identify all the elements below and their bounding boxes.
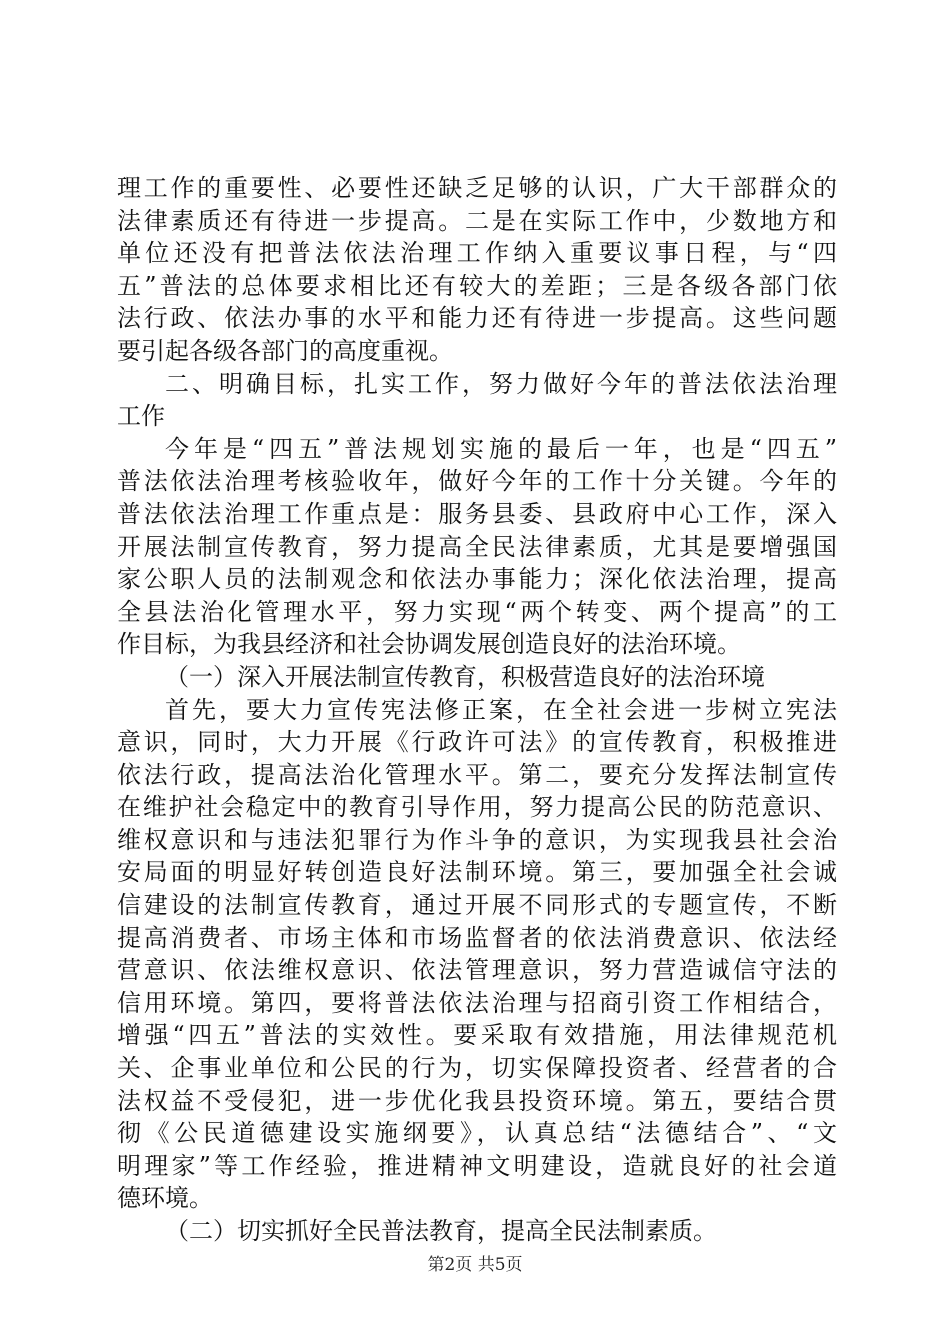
paragraph (117, 694, 837, 1216)
document-body (117, 172, 837, 1248)
text-line: 安局面的明显好转创造良好法制环境。第三，要加强全社会诚 (117, 858, 837, 887)
text-line: 依法行政，提高法治化管理水平。第二，要充分发挥法制宣传 (117, 760, 837, 789)
text-line: 普法依法治理考核验收年，做好今年的工作十分关键。今年的 (117, 467, 837, 496)
text-line: 开展法制宣传教育，努力提高全民法律素质，尤其是要增强国 (117, 532, 837, 561)
section-heading (117, 368, 837, 433)
text-line: 增强“四五”普法的实效性。要采取有效措施，用法律规范机 (117, 1021, 837, 1050)
text-line: （二）切实抓好全民普法教育，提高全民法制素质。 (165, 1217, 717, 1245)
text-line: 维权意识和与违法犯罪行为作斗争的意识，为实现我县社会治 (117, 825, 837, 854)
text-line: 法权益不受侵犯，进一步优化我县投资环境。第五，要结合贯 (117, 1086, 837, 1115)
text-line: 法律素质还有待进一步提高。二是在实际工作中，少数地方和 (117, 206, 837, 235)
paragraph (117, 433, 837, 661)
text-line: 作目标，为我县经济和社会协调发展创造良好的法治环境。 (117, 630, 741, 659)
text-line: 二、明确目标，扎实工作，努力做好今年的普法依法治理 (165, 369, 837, 398)
text-line: 营意识、依法维权意识、依法管理意识，努力营造诚信守法的 (117, 956, 837, 985)
text-line: 提高消费者、市场主体和市场监督者的依法消费意识、依法经 (117, 923, 837, 952)
text-line: 关、企事业单位和公民的行为，切实保障投资者、经营者的合 (117, 1054, 837, 1083)
subsection-heading (117, 1215, 837, 1248)
paragraph (117, 172, 837, 368)
text-line: 信用环境。第四，要将普法依法治理与招商引资工作相结合， (117, 988, 837, 1017)
text-line: 家公职人员的法制观念和依法办事能力；深化依法治理，提高 (117, 565, 837, 594)
text-line: 五”普法的总体要求相比还有较大的差距；三是各级各部门依 (117, 271, 837, 300)
text-line: 首先，要大力宣传宪法修正案，在全社会进一步树立宪法 (165, 695, 837, 724)
text-line: 单位还没有把普法依法治理工作纳入重要议事日程，与“四 (117, 239, 837, 268)
text-line: 今年是“四五”普法规划实施的最后一年，也是“四五” (165, 434, 837, 463)
text-line: 工作 (117, 402, 165, 431)
text-line: 彻《公民道德建设实施纲要》，认真总结“法德结合”、“文 (117, 1119, 837, 1148)
text-line: （一）深入开展法制宣传教育，积极营造良好的法治环境 (165, 662, 765, 691)
text-line: 在维护社会稳定中的教育引导作用，努力提高公民的防范意识、 (117, 793, 837, 822)
text-line: 理工作的重要性、必要性还缺乏足够的认识，广大干部群众的 (117, 174, 837, 202)
text-line: 明理家”等工作经验，推进精神文明建设，造就良好的社会道 (117, 1151, 837, 1180)
text-line: 信建设的法制宣传教育，通过开展不同形式的专题宣传，不断 (117, 891, 837, 920)
text-line: 要引起各级各部门的高度重视。 (117, 336, 453, 365)
text-line: 普法依法治理工作重点是：服务县委、县政府中心工作，深入 (117, 499, 837, 528)
text-line: 法行政、依法办事的水平和能力还有待进一步提高。这些问题 (117, 304, 837, 333)
text-line: 全县法治化管理水平，努力实现“两个转变、两个提高”的工 (117, 597, 837, 626)
subsection-heading (117, 661, 837, 694)
text-line: 德环境。 (117, 1184, 213, 1213)
text-line: 意识，同时，大力开展《行政许可法》的宣传教育，积极推进 (117, 728, 837, 757)
page-number-footer: 第2页 共5页 (427, 1255, 523, 1275)
